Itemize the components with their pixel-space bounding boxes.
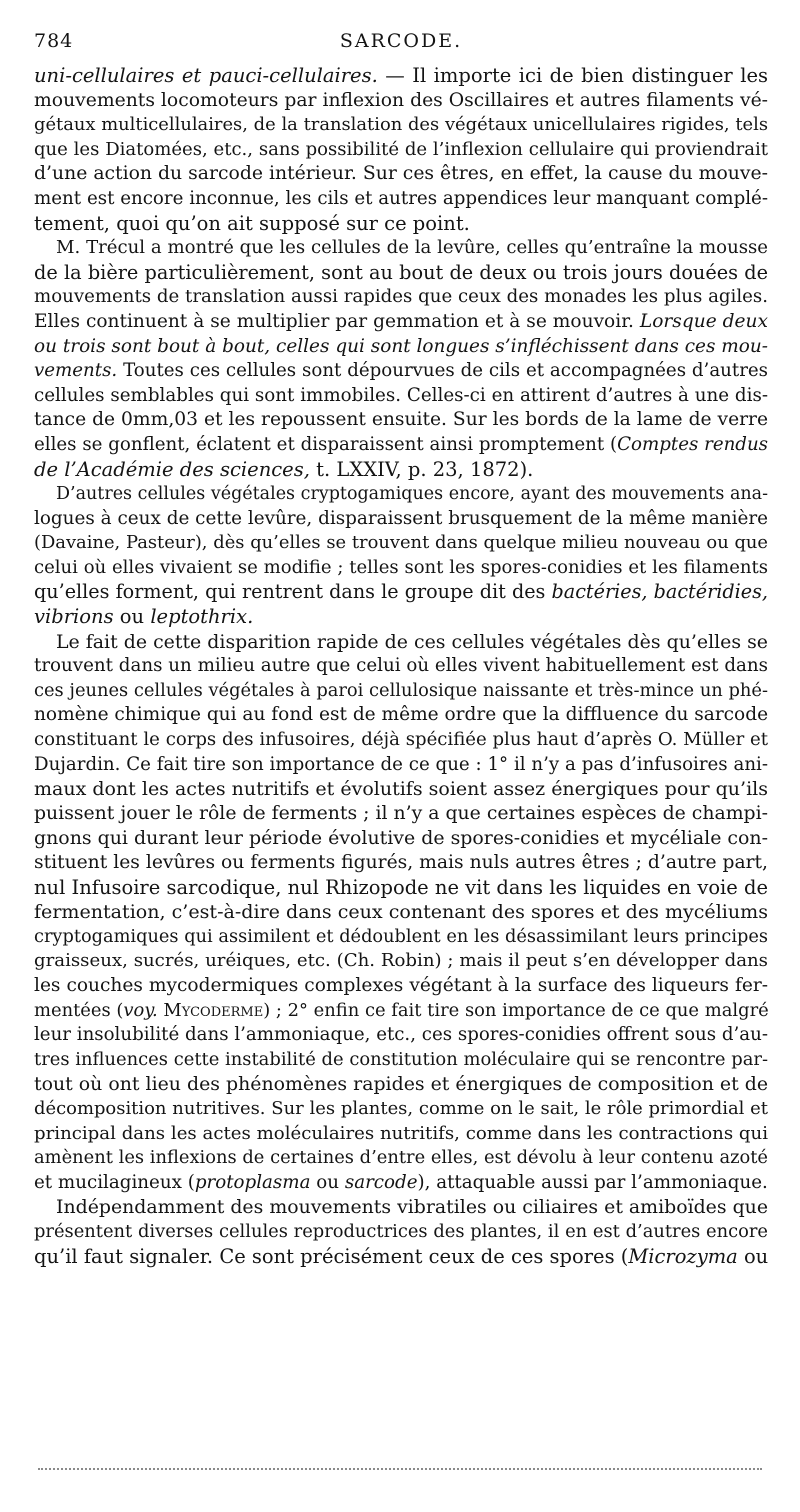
text-run: maux dont les actes nutritifs et évolutifs soient assez énergiques pour qu’ils <box>34 778 768 801</box>
text-run: Indépendamment des mouvements vibratiles ou ciliaires et amiboïdes que <box>56 1196 768 1219</box>
text-run: ces jeunes cellules végétales à paroi cellulosique naissante et très-mince un phé- <box>34 679 768 701</box>
text-run: puissent jouer le rôle de ferments ; il n’y a que certaines espèces de champi- <box>34 802 768 824</box>
text-run: constituant le corps des infusoires, déjà spécifiée plus haut d’après O. Müller et <box>34 729 768 751</box>
text-line <box>34 1048 768 1073</box>
text-run: qu’il faut signaler. Ce sont précisément ceux de ces spores ( <box>34 1244 629 1268</box>
footer-dotted-rule <box>38 1468 762 1470</box>
text-run: elles se gonflent, éclatent et disparaissent ainsi promptement ( <box>34 433 618 455</box>
text-line <box>34 753 768 778</box>
text-line <box>34 359 768 384</box>
italic-run: Lorsque deux <box>639 310 768 332</box>
italic-run: de l’Académie des sciences, <box>34 457 310 481</box>
text-line <box>34 138 768 163</box>
text-run: ou <box>310 1171 345 1193</box>
text-run: t. LXXIV, p. 23, 1872). <box>309 457 534 481</box>
text-line <box>34 1245 768 1270</box>
text-line <box>34 1097 768 1122</box>
text-run: cellules semblables qui sont immobiles. Celles-ci en attirent d’autres à une dis- <box>34 384 768 406</box>
text-line <box>34 261 768 286</box>
text-line <box>34 1195 768 1220</box>
text-run: d’une action du sarcode intérieur. Sur ces êtres, en effet, la cause du mouve- <box>34 163 768 185</box>
text-run: ) ; 2° enfin ce fait tire son importance de ce que malgré <box>263 999 769 1021</box>
text-run: logues à ceux de cette levûre, disparaissent brusquement de la même manière <box>34 507 768 529</box>
text-line <box>34 433 768 458</box>
italic-run: sarcode <box>344 1171 418 1193</box>
text-line <box>34 728 768 753</box>
text-run: graisseux, sucrés, uréiques, etc. (Ch. Robin) ; mais il peut s’en développer dans <box>34 950 768 972</box>
text-line <box>34 162 768 187</box>
text-run: présentent diverses cellules reproductrices des plantes, il en est d’autres encore <box>34 1220 768 1242</box>
text-run: M. Trécul a montré que les cellules de la levûre, celles qu’entraîne la mousse <box>56 237 768 259</box>
italic-run: ou trois sont bout à bout, celles qui sont longues s’infléchissent dans ces mou- <box>34 335 768 357</box>
text-run: et mucilagineux ( <box>34 1171 195 1193</box>
text-run: fermentation, c’est-à-dire dans ceux contenant des spores et des mycéliums <box>34 901 768 924</box>
running-header <box>34 24 768 64</box>
text-line <box>34 89 768 114</box>
text-run: mentées ( <box>34 999 124 1021</box>
italic-run: vibrions <box>34 605 114 629</box>
text-run: nomène chimique qui au fond est de même ordre que la diffluence du sarcode <box>34 704 769 726</box>
text-line <box>34 556 768 581</box>
text-run: cryptogamiques qui assimilent et dédoublent en les désassimilant leurs principes <box>34 926 768 947</box>
text-run: Le fait de cette disparition rapide de ces cellules végétales dès qu’elles se <box>56 630 768 653</box>
text-line <box>34 236 768 261</box>
text-line <box>34 482 768 507</box>
text-run: gnons qui durant leur période évolutive de spores-conidies et mycéliale con- <box>34 827 768 850</box>
text-run: les couches mycodermiques complexes végétant à la surface des liqueurs fer- <box>34 974 768 996</box>
text-line <box>34 580 768 605</box>
text-run: — Il importe ici de bien distinguer les <box>377 64 768 87</box>
text-run: Elles continuent à se multiplier par gemmation et à se mouvoir. <box>34 310 640 332</box>
text-line <box>34 285 768 310</box>
text-line <box>34 630 768 655</box>
text-line <box>34 113 768 138</box>
text-line <box>34 999 768 1024</box>
text-line <box>34 654 768 679</box>
text-run: stituent les levûres ou ferments figurés, mais nuls autres êtres ; d’autre part, <box>34 852 768 873</box>
text-run: Mycoderme <box>163 999 264 1021</box>
italic-run: uni-cellulaires et pauci-cellulaires. <box>34 64 378 87</box>
paragraph <box>34 64 768 236</box>
text-run: tres influences cette instabilité de constitution moléculaire qui se rencontre par- <box>34 1048 768 1070</box>
text-line <box>34 64 768 89</box>
text-line <box>34 384 768 409</box>
text-line <box>34 507 768 532</box>
paragraph <box>34 630 768 1196</box>
body-text <box>34 64 768 1269</box>
text-run: Dujardin. Ce fait tire son importance de ce que : 1° il n’y a pas d’infusoires ani- <box>34 753 768 775</box>
text-line <box>34 679 768 704</box>
text-run: gétaux multicellulaires, de la translation des végétaux unicellulaires rigides, tels <box>34 114 768 136</box>
text-run: ment est encore inconnue, les cils et autres appendices leur manquant complé- <box>34 187 768 209</box>
text-line <box>34 212 768 237</box>
text-line <box>34 1072 768 1097</box>
page <box>34 24 768 1269</box>
text-run: D’autres cellules végétales cryptogamiques encore, ayant des mouvements ana- <box>56 484 768 505</box>
text-run: Toutes ces cellules sont dépourvues de cils et accompagnées d’autres <box>117 360 768 382</box>
text-line <box>34 949 768 974</box>
italic-run: Microzyma <box>628 1244 738 1268</box>
text-line <box>34 826 768 851</box>
italic-run: Comptes rendus <box>617 433 768 455</box>
italic-run: vements. <box>34 360 118 382</box>
text-line <box>34 1122 768 1147</box>
text-line <box>34 408 768 433</box>
text-line <box>34 777 768 802</box>
paragraph <box>34 1195 768 1269</box>
text-line <box>34 1220 768 1245</box>
text-line <box>34 974 768 999</box>
text-run: tance de 0mm,03 et les repoussent ensuite. Sur les bords de la lame de verre <box>34 409 768 431</box>
italic-run: protoplasma <box>194 1171 311 1193</box>
text-run: amènent les inflexions de certaines d’entre elles, est dévolu à leur contenu azoté <box>34 1147 768 1169</box>
text-line <box>34 1171 768 1196</box>
text-line <box>34 310 768 335</box>
text-run: mouvements locomoteurs par inflexion des Oscillaires et autres filaments vé- <box>34 89 768 111</box>
text-line <box>34 1023 768 1048</box>
text-run: celui où elles vivaient se modifie ; telles sont les spores-conidies et les filaments <box>34 556 768 578</box>
text-line <box>34 703 768 728</box>
text-run: mouvements de translation aussi rapides que ceux des monades les plus agiles. <box>34 286 768 308</box>
text-run: ou <box>113 605 151 629</box>
italic-run: leptothrix. <box>150 605 254 629</box>
page-number: 784 <box>34 30 74 52</box>
text-line <box>34 851 768 876</box>
text-run: que les Diatomées, etc., sans possibilité de l’inflexion cellulaire qui proviendrait <box>34 138 768 160</box>
text-line <box>34 900 768 925</box>
text-run: ), attaquable aussi par l’ammoniaque. <box>417 1171 768 1193</box>
text-run: nul Infusoire sarcodique, nul Rhizopode ne vit dans les liquides en voie de <box>34 875 768 899</box>
text-run: leur insolubilité dans l’ammoniaque, etc., ces spores-conidies offrent sous d’au- <box>34 1024 768 1046</box>
running-title: SARCODE. <box>339 30 463 52</box>
text-line <box>34 187 768 212</box>
text-run: tement, quoi qu’on ait supposé sur ce point. <box>34 211 470 235</box>
text-run: tout où ont lieu des phénomènes rapides et énergiques de composition et de <box>34 1073 768 1096</box>
text-line <box>34 531 768 556</box>
text-line <box>34 458 768 483</box>
text-run: ou <box>737 1244 769 1268</box>
text-line <box>34 605 768 630</box>
paragraph <box>34 236 768 482</box>
text-line <box>34 335 768 360</box>
text-run: trouvent dans un milieu autre que celui où elles vivent habituellement est dans <box>34 655 768 677</box>
italic-run: voy. <box>123 999 158 1021</box>
text-run: qu’elles forment, qui rentrent dans le groupe dit des <box>34 580 552 604</box>
text-line <box>34 1146 768 1171</box>
text-line <box>34 802 768 827</box>
text-run: principal dans les actes moléculaires nutritifs, comme dans les contractions qui <box>34 1122 768 1144</box>
text-run: (Davaine, Pasteur), dès qu’elles se trouvent dans quelque milieu nouveau ou que <box>34 532 768 554</box>
text-run: décomposition nutritives. Sur les plantes, comme on le sait, le rôle primordial et <box>34 1097 768 1119</box>
paragraph <box>34 482 768 630</box>
text-line <box>34 925 768 950</box>
text-line <box>34 876 768 901</box>
text-run: de la bière particulièrement, sont au bout de deux ou trois jours douées de <box>34 260 768 284</box>
italic-run: bactéries, bactéridies, <box>551 580 769 604</box>
